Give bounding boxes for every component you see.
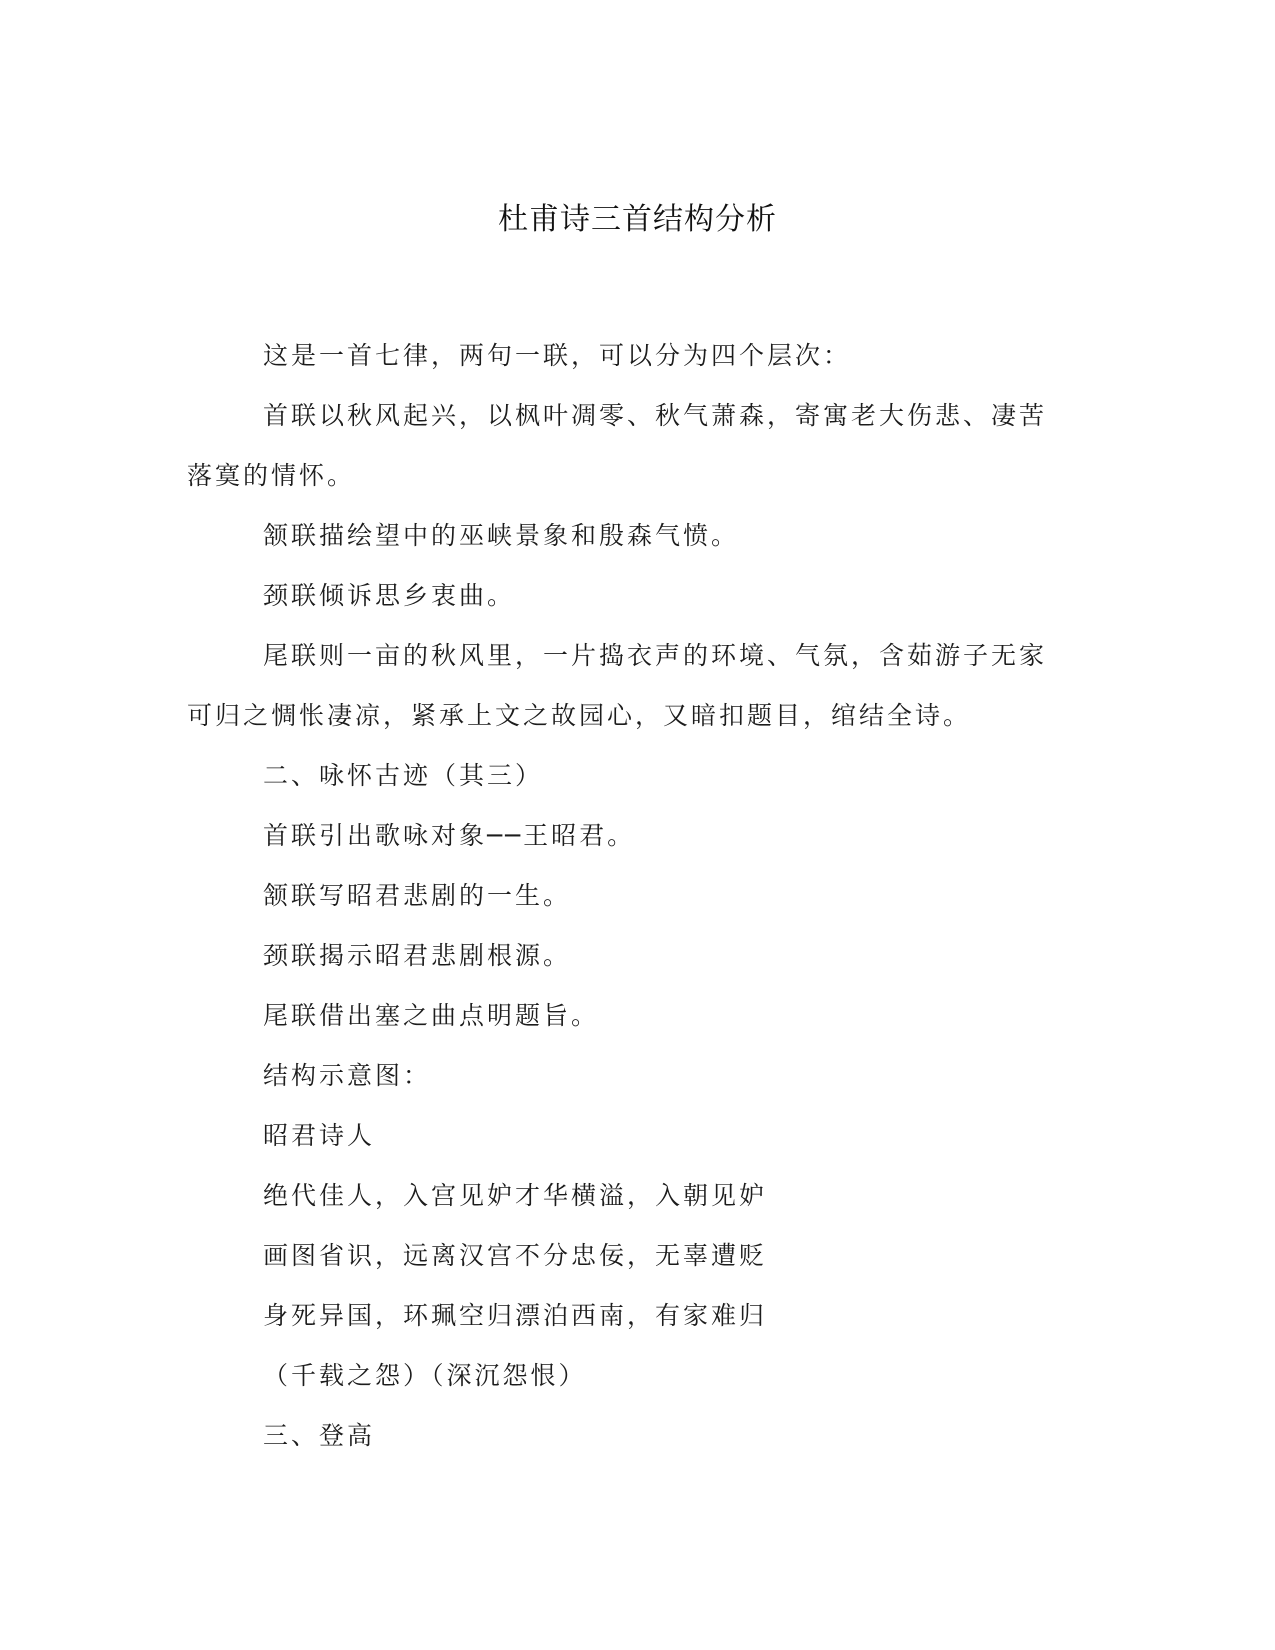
paragraph-2-first: 首联引出歌咏对象──王昭君。 <box>263 821 636 850</box>
paragraph-second-couplet: 颔联描绘望中的巫峡景象和殷森气愤。 <box>263 521 740 550</box>
paragraph-intro: 这是一首七律，两句一联，可以分为四个层次： <box>263 341 852 370</box>
paragraph-third-couplet: 颈联倾诉思乡衷曲。 <box>263 581 516 610</box>
paragraph-last-couplet: 尾联则一亩的秋风里，一片捣衣声的环境、气氛，含茹游子无家可归之惆怅凄凉，紧承上文之故园心，又暗扣题目，绾结全诗。 <box>187 641 1048 730</box>
structure-row-1: 绝代佳人，入宫见妒才华横溢，入朝见妒 <box>263 1181 768 1210</box>
paragraph-2-last: 尾联借出塞之曲点明题旨。 <box>263 1001 600 1030</box>
structure-diagram-label: 结构示意图： <box>263 1061 432 1090</box>
structure-summary: （千载之怨）（深沉怨恨） <box>263 1361 587 1390</box>
structure-header: 昭君诗人 <box>263 1121 376 1150</box>
paragraph-first-couplet: 首联以秋风起兴，以枫叶凋零、秋气萧森，寄寓老大伤悲、凄苦落寞的情怀。 <box>187 401 1048 490</box>
paragraph-2-third: 颈联揭示昭君悲剧根源。 <box>263 941 572 970</box>
document-body <box>187 326 1067 1466</box>
structure-row-3: 身死异国，环珮空归漂泊西南，有家难归 <box>263 1301 768 1330</box>
section-heading-3: 三、登高 <box>263 1421 376 1450</box>
document-title: 杜甫诗三首结构分析 <box>498 202 777 237</box>
structure-row-2: 画图省识，远离汉宫不分忠佞，无辜遭贬 <box>263 1241 768 1270</box>
section-heading-2: 二、咏怀古迹（其三） <box>263 761 544 790</box>
paragraph-2-second: 颔联写昭君悲剧的一生。 <box>263 881 572 910</box>
